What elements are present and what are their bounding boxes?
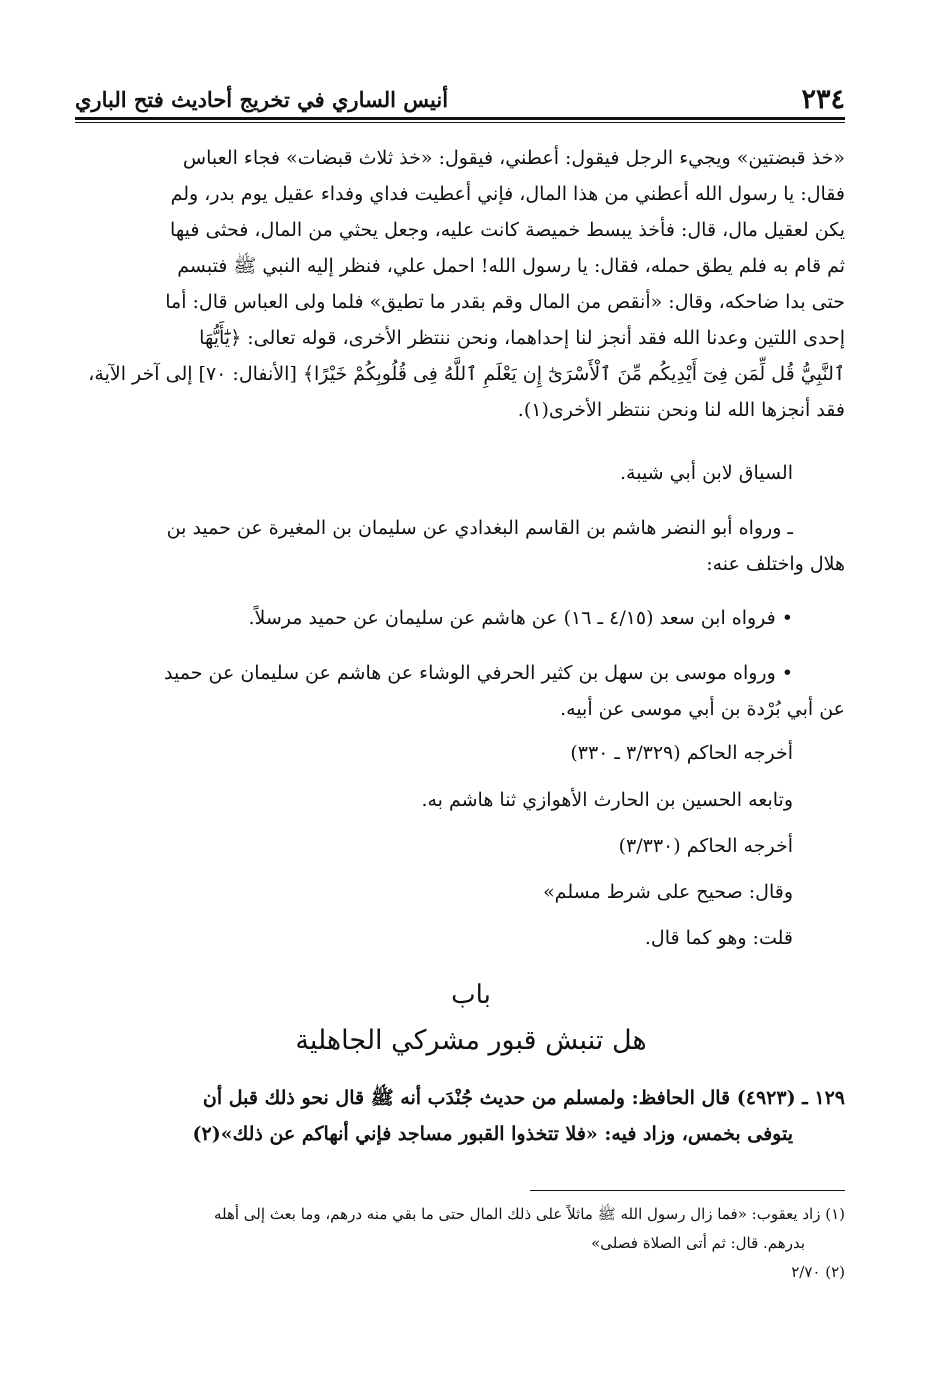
- footnotes: [75, 1200, 845, 1287]
- citation-line: أخرجه الحاكم (٣/٣٢٩ ـ ٣٣٠): [570, 742, 793, 764]
- footnote: (١) زاد يعقوب: «فما زال رسول الله ﷺ ماثلاً على ذلك المال حتى ما بقي منه درهم، وما بعث إلى أهله: [213, 1205, 845, 1223]
- text-line: فقد أنجزها الله لنا ونحن ننتظر الأخرى(١).: [517, 399, 845, 421]
- hadith-entry: [75, 1080, 845, 1152]
- hadith-text-paragraph: [75, 140, 845, 428]
- text-line: فقال: يا رسول الله أعطني من هذا المال، فإني أعطيت فداي وفداء عقيل يوم بدر، ولم: [170, 183, 845, 205]
- footnote-continuation: بدرهم. قال: ثم أتى الصلاة فصلى»: [591, 1234, 805, 1252]
- narration-paragraph: ـ ورواه أبو النضر هاشم بن القاسم البغدادي عن سليمان بن المغيرة عن حميد بن هلال واختلف عنه:: [166, 517, 845, 575]
- citation-line: وقال: صحيح على شرط مسلم»: [543, 881, 793, 903]
- text-line: «خذ قبضتين» ويجيء الرجل فيقول: أعطني، فيقول: «خذ ثلاث قبضات» فجاء العباس: [182, 147, 845, 169]
- context-note: السياق لابن أبي شيبة.: [619, 462, 793, 484]
- page-header: [75, 84, 845, 114]
- text-line: يتوفى بخمس، وزاد فيه: «فلا تتخذوا القبور مساجد فإني أنهاكم عن ذلك»(٢): [192, 1123, 793, 1145]
- running-title: أنيس الساري في تخريج أحاديث فتح الباري: [75, 86, 449, 112]
- quran-verse-line: ٱلنَّبِيُّ قُل لِّمَن فِىٓ أَيْدِيكُم مِّنَ ٱلْأَسْرَىٰٓ إِن يَعْلَمِ ٱللَّهُ فِى قُلُوبِكُمْ خَيْرًا﴾ [الأنفال: ٧٠] إلى آخر الآية،: [88, 363, 845, 385]
- text-line: ثم قام به فلم يطق حمله، فقال: يا رسول الله! احمل علي، فنظر إليه النبي ﷺ فتبسم: [177, 255, 845, 277]
- footnote: (٢) ٢/٧٠: [791, 1263, 845, 1281]
- header-rule-thin: [75, 122, 845, 123]
- citation-line: وتابعه الحسين بن الحارث الأهوازي ثنا هاشم به.: [421, 789, 793, 811]
- citation-line: قلت: وهو كما قال.: [644, 927, 793, 949]
- text-line: حتى بدا ضاحكه، وقال: «أنقص من المال وقم بقدر ما تطيق» فلما ولى العباس قال: أما: [165, 291, 845, 313]
- text-line: إحدى اللتين وعدنا الله فقد أنجز لنا إحداهما، ونحن ننتظر الأخرى، قوله تعالى: ﴿يَٰٓأَيُّهَا: [199, 327, 845, 349]
- header-rule-thick: [75, 117, 845, 120]
- text-line: ١٢٩ ـ (٤٩٢٣) قال الحافظ: ولمسلم من حديث جُنْدَب أنه ﷺ قال نحو ذلك قبل أن: [202, 1087, 845, 1109]
- page-number: ٢٣٤: [801, 83, 845, 115]
- footnote-separator: [530, 1190, 845, 1191]
- bullet-item: • فرواه ابن سعد (٤/١٥ ـ ١٦) عن هاشم عن سليمان عن حميد مرسلاً.: [248, 607, 793, 629]
- text-line: يكن لعقيل مال، قال: فأخذ يبسط خميصة كانت عليه، وجعل يحثي من المال، فحثى فيها: [170, 219, 845, 241]
- bullet-item: • ورواه موسى بن سهل بن كثير الحرفي الوشاء عن هاشم عن سليمان عن حميد عن أبي بُرْدة بن أبي موسى عن أبيه.: [164, 662, 845, 720]
- chapter-title: هل تنبش قبور مشركي الجاهلية: [295, 1025, 647, 1056]
- citation-line: أخرجه الحاكم (٣/٣٣٠): [618, 835, 793, 857]
- chapter-heading: باب: [451, 980, 491, 1010]
